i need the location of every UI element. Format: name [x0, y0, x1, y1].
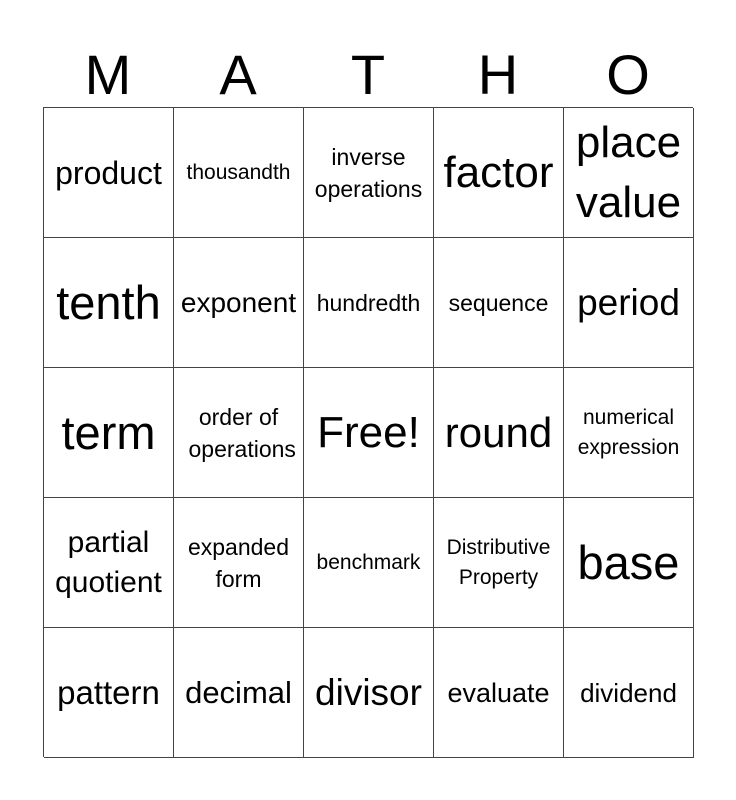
cell-label: pattern — [57, 673, 160, 711]
header-letter-o: O — [606, 43, 650, 106]
bingo-cell-partial-quotient[interactable] — [44, 498, 174, 628]
header-letter-m: M — [84, 43, 132, 106]
cell-label: base — [577, 535, 680, 589]
bingo-cell-factor[interactable] — [434, 108, 564, 238]
cell-label: divisor — [315, 671, 422, 713]
cell-label: round — [444, 408, 553, 456]
bingo-cell-dividend[interactable] — [564, 628, 694, 758]
bingo-cell-term[interactable] — [44, 368, 174, 498]
cell-label: sequence — [448, 289, 549, 316]
cell-label: numerical expression — [577, 405, 680, 459]
cell-label: place value — [575, 117, 682, 227]
bingo-cell-decimal[interactable] — [174, 628, 304, 758]
bingo-cell-base[interactable] — [564, 498, 694, 628]
bingo-header — [43, 42, 693, 108]
bingo-cell-free[interactable] — [304, 368, 434, 498]
cell-label: exponent — [180, 286, 297, 318]
cell-label: decimal — [185, 674, 292, 710]
bingo-cell-benchmark[interactable] — [304, 498, 434, 628]
cell-label: evaluate — [447, 677, 550, 708]
cell-label: order of operations — [188, 403, 296, 462]
cell-label: period — [577, 281, 680, 323]
cell-label: term — [61, 405, 156, 459]
bingo-cell-round[interactable] — [434, 368, 564, 498]
bingo-cell-period[interactable] — [564, 238, 694, 368]
bingo-cell-evaluate[interactable] — [434, 628, 564, 758]
bingo-cell-distributive-property[interactable] — [434, 498, 564, 628]
bingo-cell-exponent[interactable] — [174, 238, 304, 368]
header-letter-a: A — [219, 43, 257, 106]
bingo-cell-inverse-operations[interactable] — [304, 108, 434, 238]
cell-label: Free! — [317, 407, 420, 457]
bingo-cell-divisor[interactable] — [304, 628, 434, 758]
bingo-cell-place-value[interactable] — [564, 108, 694, 238]
header-letter-h: H — [477, 43, 519, 106]
cell-label: product — [55, 154, 162, 191]
cell-label: inverse operations — [314, 143, 423, 202]
bingo-cell-thousandth[interactable] — [174, 108, 304, 238]
cell-label: tenth — [56, 275, 161, 329]
bingo-cell-product[interactable] — [44, 108, 174, 238]
header-letter-t: T — [350, 43, 386, 106]
bingo-cell-numerical-expression[interactable] — [564, 368, 694, 498]
bingo-cell-pattern[interactable] — [44, 628, 174, 758]
cell-label: partial quotient — [55, 525, 162, 599]
cell-label: expanded form — [187, 533, 290, 592]
bingo-cell-tenth[interactable] — [44, 238, 174, 368]
bingo-cell-order-of-operations[interactable] — [174, 368, 304, 498]
cell-label: factor — [443, 147, 554, 197]
bingo-cell-expanded-form[interactable] — [174, 498, 304, 628]
bingo-cell-hundredth[interactable] — [304, 238, 434, 368]
cell-label: dividend — [580, 677, 677, 708]
cell-label: hundredth — [316, 289, 421, 316]
bingo-cell-sequence[interactable] — [434, 238, 564, 368]
cell-label: benchmark — [316, 550, 421, 574]
bingo-board — [43, 107, 693, 757]
cell-label: Distributive Property — [446, 535, 551, 589]
cell-label: thousandth — [186, 160, 291, 184]
